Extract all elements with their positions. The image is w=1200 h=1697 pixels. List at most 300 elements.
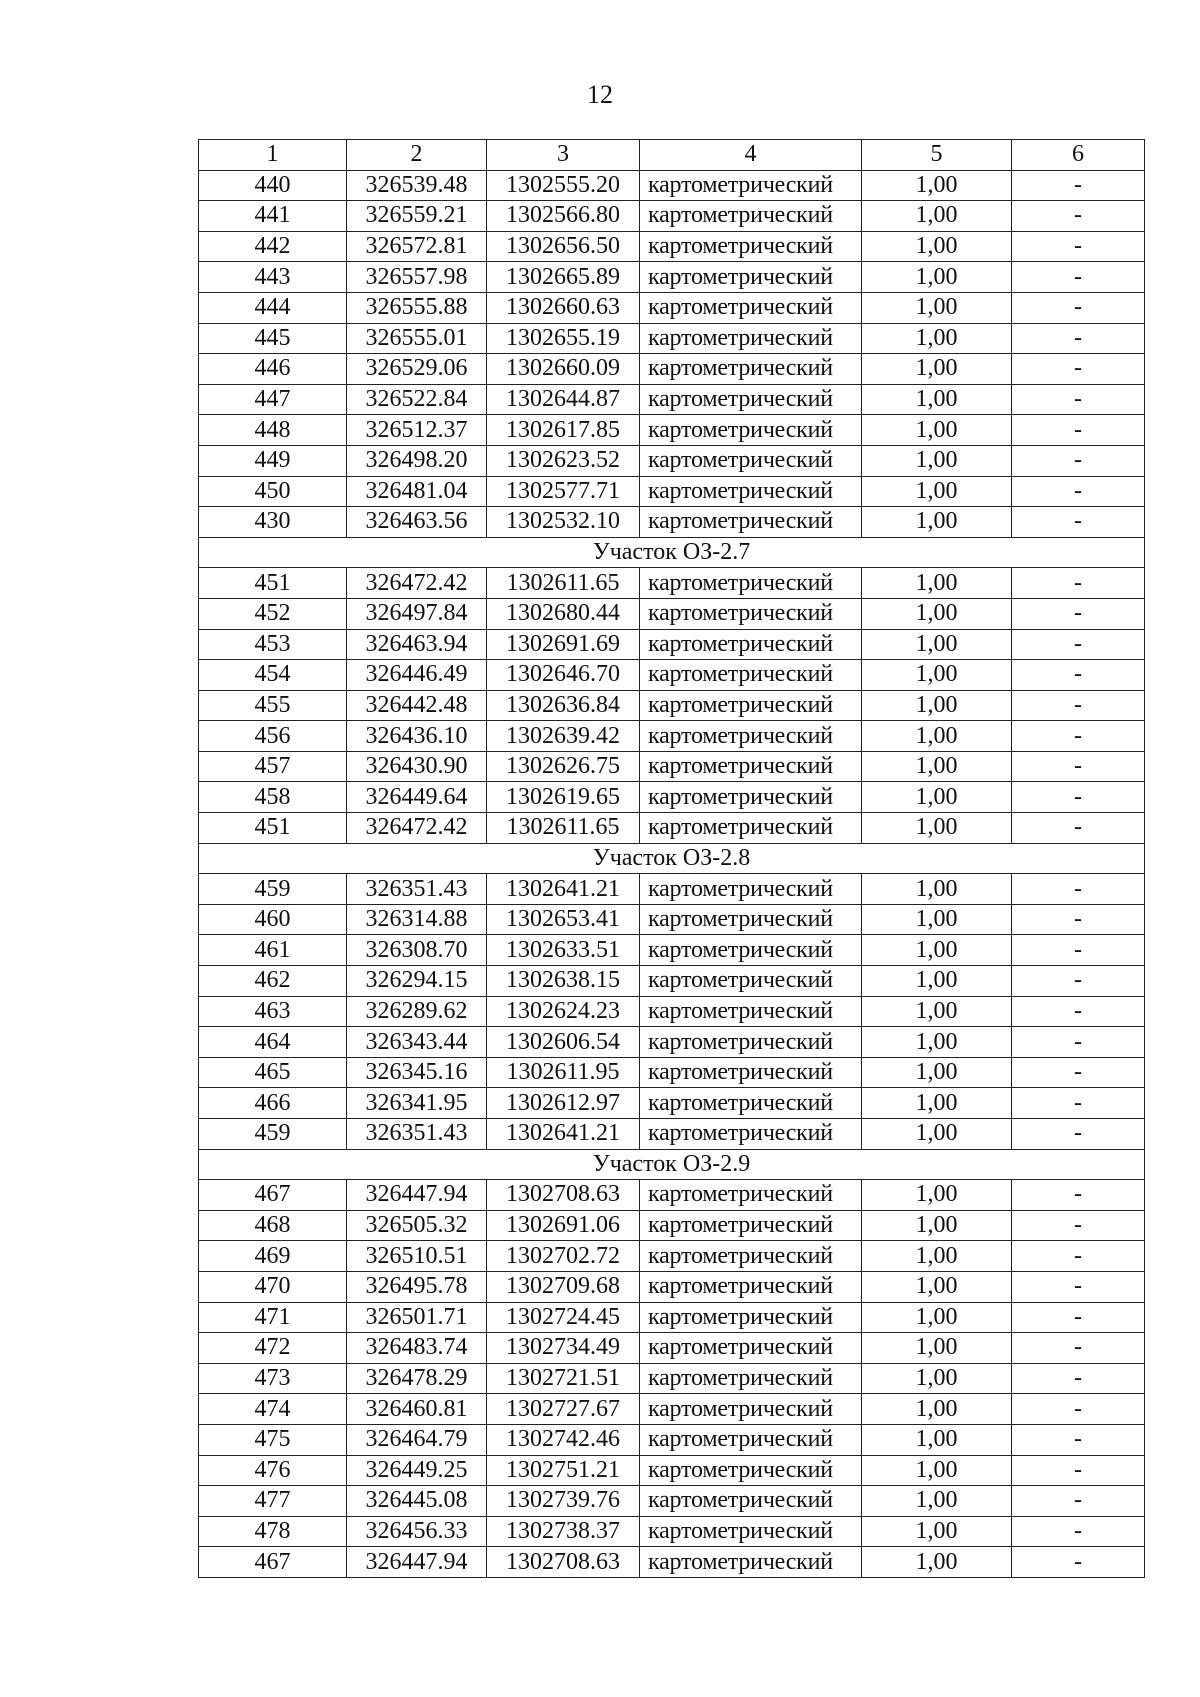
note-cell: -: [1012, 1333, 1145, 1364]
x-coordinate-cell: 326572.81: [347, 231, 487, 262]
coordinates-table: [198, 139, 1145, 1578]
x-coordinate-cell: 326314.88: [347, 904, 487, 935]
note-cell: -: [1012, 1363, 1145, 1394]
section-title: Участок ОЗ-2.8: [199, 843, 1145, 874]
column-header: 3: [487, 140, 640, 171]
method-cell: картометрический: [640, 170, 862, 201]
table-row: [199, 354, 1145, 385]
accuracy-cell: 1,00: [862, 262, 1012, 293]
point-number-cell: 449: [199, 445, 347, 476]
table-row: [199, 415, 1145, 446]
point-number-cell: 454: [199, 660, 347, 691]
method-cell: картометрический: [640, 1424, 862, 1455]
point-number-cell: 445: [199, 323, 347, 354]
y-coordinate-cell: 1302577.71: [487, 476, 640, 507]
y-coordinate-cell: 1302624.23: [487, 996, 640, 1027]
method-cell: картометрический: [640, 262, 862, 293]
y-coordinate-cell: 1302739.76: [487, 1486, 640, 1517]
x-coordinate-cell: 326430.90: [347, 751, 487, 782]
y-coordinate-cell: 1302653.41: [487, 904, 640, 935]
y-coordinate-cell: 1302680.44: [487, 598, 640, 629]
method-cell: картометрический: [640, 231, 862, 262]
accuracy-cell: 1,00: [862, 690, 1012, 721]
note-cell: -: [1012, 1119, 1145, 1150]
table-row: [199, 568, 1145, 599]
note-cell: -: [1012, 1027, 1145, 1058]
table-row: [199, 1180, 1145, 1211]
y-coordinate-cell: 1302639.42: [487, 721, 640, 752]
table-body: [199, 170, 1145, 1577]
y-coordinate-cell: 1302641.21: [487, 1119, 640, 1150]
table-row: [199, 445, 1145, 476]
method-cell: картометрический: [640, 996, 862, 1027]
point-number-cell: 461: [199, 935, 347, 966]
table-row: [199, 598, 1145, 629]
table-row: [199, 1363, 1145, 1394]
y-coordinate-cell: 1302660.63: [487, 292, 640, 323]
accuracy-cell: 1,00: [862, 629, 1012, 660]
point-number-cell: 450: [199, 476, 347, 507]
method-cell: картометрический: [640, 445, 862, 476]
point-number-cell: 448: [199, 415, 347, 446]
x-coordinate-cell: 326505.32: [347, 1210, 487, 1241]
y-coordinate-cell: 1302633.51: [487, 935, 640, 966]
note-cell: -: [1012, 201, 1145, 232]
accuracy-cell: 1,00: [862, 1424, 1012, 1455]
y-coordinate-cell: 1302751.21: [487, 1455, 640, 1486]
method-cell: картометрический: [640, 1516, 862, 1547]
point-number-cell: 473: [199, 1363, 347, 1394]
note-cell: -: [1012, 782, 1145, 813]
table-header: [199, 140, 1145, 171]
note-cell: -: [1012, 629, 1145, 660]
point-number-cell: 462: [199, 966, 347, 997]
point-number-cell: 442: [199, 231, 347, 262]
point-number-cell: 478: [199, 1516, 347, 1547]
table-row: [199, 629, 1145, 660]
point-number-cell: 468: [199, 1210, 347, 1241]
note-cell: -: [1012, 690, 1145, 721]
point-number-cell: 443: [199, 262, 347, 293]
table-row: [199, 507, 1145, 538]
table-row: [199, 1027, 1145, 1058]
x-coordinate-cell: 326294.15: [347, 966, 487, 997]
point-number-cell: 444: [199, 292, 347, 323]
x-coordinate-cell: 326481.04: [347, 476, 487, 507]
accuracy-cell: 1,00: [862, 1119, 1012, 1150]
column-header: 5: [862, 140, 1012, 171]
method-cell: картометрический: [640, 690, 862, 721]
table-row: [199, 721, 1145, 752]
table-row: [199, 1516, 1145, 1547]
note-cell: -: [1012, 1486, 1145, 1517]
x-coordinate-cell: 326442.48: [347, 690, 487, 721]
method-cell: картометрический: [640, 1547, 862, 1578]
x-coordinate-cell: 326472.42: [347, 568, 487, 599]
point-number-cell: 456: [199, 721, 347, 752]
note-cell: -: [1012, 384, 1145, 415]
accuracy-cell: 1,00: [862, 292, 1012, 323]
table-row: [199, 1486, 1145, 1517]
accuracy-cell: 1,00: [862, 476, 1012, 507]
method-cell: картометрический: [640, 1302, 862, 1333]
accuracy-cell: 1,00: [862, 1271, 1012, 1302]
method-cell: картометрический: [640, 201, 862, 232]
table-row: [199, 201, 1145, 232]
table-row: [199, 1119, 1145, 1150]
note-cell: -: [1012, 966, 1145, 997]
y-coordinate-cell: 1302691.06: [487, 1210, 640, 1241]
method-cell: картометрический: [640, 323, 862, 354]
method-cell: картометрический: [640, 507, 862, 538]
note-cell: -: [1012, 935, 1145, 966]
y-coordinate-cell: 1302709.68: [487, 1271, 640, 1302]
x-coordinate-cell: 326449.64: [347, 782, 487, 813]
x-coordinate-cell: 326345.16: [347, 1057, 487, 1088]
section-header-row: [199, 537, 1145, 568]
x-coordinate-cell: 326483.74: [347, 1333, 487, 1364]
method-cell: картометрический: [640, 476, 862, 507]
y-coordinate-cell: 1302738.37: [487, 1516, 640, 1547]
method-cell: картометрический: [640, 1333, 862, 1364]
table-row: [199, 323, 1145, 354]
section-title: Участок ОЗ-2.7: [199, 537, 1145, 568]
point-number-cell: 466: [199, 1088, 347, 1119]
point-number-cell: 447: [199, 384, 347, 415]
note-cell: -: [1012, 1547, 1145, 1578]
method-cell: картометрический: [640, 384, 862, 415]
table-row: [199, 1088, 1145, 1119]
table-row: [199, 231, 1145, 262]
x-coordinate-cell: 326478.29: [347, 1363, 487, 1394]
y-coordinate-cell: 1302708.63: [487, 1547, 640, 1578]
x-coordinate-cell: 326555.01: [347, 323, 487, 354]
table-row: [199, 751, 1145, 782]
x-coordinate-cell: 326463.94: [347, 629, 487, 660]
y-coordinate-cell: 1302566.80: [487, 201, 640, 232]
x-coordinate-cell: 326495.78: [347, 1271, 487, 1302]
table-row: [199, 1302, 1145, 1333]
point-number-cell: 460: [199, 904, 347, 935]
y-coordinate-cell: 1302646.70: [487, 660, 640, 691]
note-cell: -: [1012, 996, 1145, 1027]
accuracy-cell: 1,00: [862, 1302, 1012, 1333]
x-coordinate-cell: 326445.08: [347, 1486, 487, 1517]
y-coordinate-cell: 1302708.63: [487, 1180, 640, 1211]
table-row: [199, 813, 1145, 844]
table-row: [199, 1271, 1145, 1302]
method-cell: картометрический: [640, 1180, 862, 1211]
method-cell: картометрический: [640, 874, 862, 905]
method-cell: картометрический: [640, 1271, 862, 1302]
table-row: [199, 996, 1145, 1027]
note-cell: -: [1012, 292, 1145, 323]
y-coordinate-cell: 1302734.49: [487, 1333, 640, 1364]
x-coordinate-cell: 326289.62: [347, 996, 487, 1027]
header-row: [199, 140, 1145, 171]
x-coordinate-cell: 326559.21: [347, 201, 487, 232]
section-header-row: [199, 843, 1145, 874]
accuracy-cell: 1,00: [862, 1547, 1012, 1578]
point-number-cell: 452: [199, 598, 347, 629]
accuracy-cell: 1,00: [862, 415, 1012, 446]
point-number-cell: 467: [199, 1547, 347, 1578]
y-coordinate-cell: 1302611.65: [487, 568, 640, 599]
accuracy-cell: 1,00: [862, 1057, 1012, 1088]
method-cell: картометрический: [640, 568, 862, 599]
method-cell: картометрический: [640, 1241, 862, 1272]
note-cell: -: [1012, 323, 1145, 354]
method-cell: картометрический: [640, 292, 862, 323]
accuracy-cell: 1,00: [862, 1516, 1012, 1547]
section-header-row: [199, 1149, 1145, 1180]
note-cell: -: [1012, 721, 1145, 752]
table-row: [199, 292, 1145, 323]
table-row: [199, 690, 1145, 721]
method-cell: картометрический: [640, 415, 862, 446]
section-title: Участок ОЗ-2.9: [199, 1149, 1145, 1180]
accuracy-cell: 1,00: [862, 1180, 1012, 1211]
accuracy-cell: 1,00: [862, 1394, 1012, 1425]
note-cell: -: [1012, 874, 1145, 905]
y-coordinate-cell: 1302644.87: [487, 384, 640, 415]
accuracy-cell: 1,00: [862, 813, 1012, 844]
y-coordinate-cell: 1302641.21: [487, 874, 640, 905]
point-number-cell: 474: [199, 1394, 347, 1425]
x-coordinate-cell: 326341.95: [347, 1088, 487, 1119]
note-cell: -: [1012, 904, 1145, 935]
table-row: [199, 384, 1145, 415]
accuracy-cell: 1,00: [862, 354, 1012, 385]
x-coordinate-cell: 326447.94: [347, 1547, 487, 1578]
x-coordinate-cell: 326510.51: [347, 1241, 487, 1272]
table-row: [199, 1210, 1145, 1241]
note-cell: -: [1012, 1302, 1145, 1333]
point-number-cell: 446: [199, 354, 347, 385]
table-row: [199, 1547, 1145, 1578]
point-number-cell: 470: [199, 1271, 347, 1302]
note-cell: -: [1012, 568, 1145, 599]
point-number-cell: 451: [199, 568, 347, 599]
column-header: 4: [640, 140, 862, 171]
method-cell: картометрический: [640, 935, 862, 966]
column-header: 2: [347, 140, 487, 171]
note-cell: -: [1012, 507, 1145, 538]
note-cell: -: [1012, 445, 1145, 476]
accuracy-cell: 1,00: [862, 1210, 1012, 1241]
table-row: [199, 904, 1145, 935]
method-cell: картометрический: [640, 721, 862, 752]
method-cell: картометрический: [640, 1486, 862, 1517]
point-number-cell: 430: [199, 507, 347, 538]
point-number-cell: 477: [199, 1486, 347, 1517]
method-cell: картометрический: [640, 1119, 862, 1150]
y-coordinate-cell: 1302606.54: [487, 1027, 640, 1058]
y-coordinate-cell: 1302555.20: [487, 170, 640, 201]
note-cell: -: [1012, 1210, 1145, 1241]
accuracy-cell: 1,00: [862, 1088, 1012, 1119]
y-coordinate-cell: 1302691.69: [487, 629, 640, 660]
x-coordinate-cell: 326449.25: [347, 1455, 487, 1486]
method-cell: картометрический: [640, 966, 862, 997]
note-cell: -: [1012, 1271, 1145, 1302]
note-cell: -: [1012, 598, 1145, 629]
accuracy-cell: 1,00: [862, 201, 1012, 232]
accuracy-cell: 1,00: [862, 170, 1012, 201]
x-coordinate-cell: 326557.98: [347, 262, 487, 293]
accuracy-cell: 1,00: [862, 935, 1012, 966]
accuracy-cell: 1,00: [862, 1241, 1012, 1272]
x-coordinate-cell: 326447.94: [347, 1180, 487, 1211]
table-row: [199, 660, 1145, 691]
method-cell: картометрический: [640, 629, 862, 660]
y-coordinate-cell: 1302655.19: [487, 323, 640, 354]
method-cell: картометрический: [640, 751, 862, 782]
y-coordinate-cell: 1302742.46: [487, 1424, 640, 1455]
accuracy-cell: 1,00: [862, 1363, 1012, 1394]
note-cell: -: [1012, 1455, 1145, 1486]
column-header: 6: [1012, 140, 1145, 171]
method-cell: картометрический: [640, 1057, 862, 1088]
y-coordinate-cell: 1302619.65: [487, 782, 640, 813]
y-coordinate-cell: 1302656.50: [487, 231, 640, 262]
accuracy-cell: 1,00: [862, 1333, 1012, 1364]
note-cell: -: [1012, 415, 1145, 446]
x-coordinate-cell: 326463.56: [347, 507, 487, 538]
method-cell: картометрический: [640, 1088, 862, 1119]
note-cell: -: [1012, 170, 1145, 201]
table-row: [199, 262, 1145, 293]
method-cell: картометрический: [640, 354, 862, 385]
note-cell: -: [1012, 1241, 1145, 1272]
x-coordinate-cell: 326456.33: [347, 1516, 487, 1547]
accuracy-cell: 1,00: [862, 996, 1012, 1027]
method-cell: картометрический: [640, 904, 862, 935]
x-coordinate-cell: 326464.79: [347, 1424, 487, 1455]
note-cell: -: [1012, 1180, 1145, 1211]
x-coordinate-cell: 326555.88: [347, 292, 487, 323]
method-cell: картометрический: [640, 1394, 862, 1425]
method-cell: картометрический: [640, 660, 862, 691]
note-cell: -: [1012, 476, 1145, 507]
x-coordinate-cell: 326446.49: [347, 660, 487, 691]
accuracy-cell: 1,00: [862, 231, 1012, 262]
x-coordinate-cell: 326351.43: [347, 874, 487, 905]
x-coordinate-cell: 326512.37: [347, 415, 487, 446]
y-coordinate-cell: 1302727.67: [487, 1394, 640, 1425]
y-coordinate-cell: 1302532.10: [487, 507, 640, 538]
y-coordinate-cell: 1302612.97: [487, 1088, 640, 1119]
y-coordinate-cell: 1302724.45: [487, 1302, 640, 1333]
note-cell: -: [1012, 354, 1145, 385]
method-cell: картометрический: [640, 782, 862, 813]
method-cell: картометрический: [640, 598, 862, 629]
point-number-cell: 475: [199, 1424, 347, 1455]
point-number-cell: 451: [199, 813, 347, 844]
point-number-cell: 453: [199, 629, 347, 660]
method-cell: картометрический: [640, 1027, 862, 1058]
y-coordinate-cell: 1302617.85: [487, 415, 640, 446]
point-number-cell: 464: [199, 1027, 347, 1058]
note-cell: -: [1012, 1394, 1145, 1425]
table-row: [199, 1455, 1145, 1486]
point-number-cell: 471: [199, 1302, 347, 1333]
accuracy-cell: 1,00: [862, 384, 1012, 415]
table-row: [199, 966, 1145, 997]
note-cell: -: [1012, 813, 1145, 844]
y-coordinate-cell: 1302611.95: [487, 1057, 640, 1088]
accuracy-cell: 1,00: [862, 874, 1012, 905]
x-coordinate-cell: 326539.48: [347, 170, 487, 201]
accuracy-cell: 1,00: [862, 1455, 1012, 1486]
y-coordinate-cell: 1302660.09: [487, 354, 640, 385]
x-coordinate-cell: 326308.70: [347, 935, 487, 966]
page-number: 12: [587, 80, 613, 109]
accuracy-cell: 1,00: [862, 966, 1012, 997]
point-number-cell: 441: [199, 201, 347, 232]
point-number-cell: 476: [199, 1455, 347, 1486]
y-coordinate-cell: 1302611.65: [487, 813, 640, 844]
x-coordinate-cell: 326529.06: [347, 354, 487, 385]
table-row: [199, 874, 1145, 905]
accuracy-cell: 1,00: [862, 751, 1012, 782]
accuracy-cell: 1,00: [862, 445, 1012, 476]
note-cell: -: [1012, 1424, 1145, 1455]
table-row: [199, 1333, 1145, 1364]
x-coordinate-cell: 326522.84: [347, 384, 487, 415]
x-coordinate-cell: 326460.81: [347, 1394, 487, 1425]
note-cell: -: [1012, 262, 1145, 293]
point-number-cell: 463: [199, 996, 347, 1027]
method-cell: картометрический: [640, 813, 862, 844]
note-cell: -: [1012, 231, 1145, 262]
x-coordinate-cell: 326472.42: [347, 813, 487, 844]
x-coordinate-cell: 326343.44: [347, 1027, 487, 1058]
accuracy-cell: 1,00: [862, 568, 1012, 599]
accuracy-cell: 1,00: [862, 904, 1012, 935]
note-cell: -: [1012, 1516, 1145, 1547]
point-number-cell: 457: [199, 751, 347, 782]
table-row: [199, 1057, 1145, 1088]
note-cell: -: [1012, 660, 1145, 691]
y-coordinate-cell: 1302721.51: [487, 1363, 640, 1394]
y-coordinate-cell: 1302636.84: [487, 690, 640, 721]
accuracy-cell: 1,00: [862, 660, 1012, 691]
accuracy-cell: 1,00: [862, 598, 1012, 629]
accuracy-cell: 1,00: [862, 1486, 1012, 1517]
x-coordinate-cell: 326498.20: [347, 445, 487, 476]
note-cell: -: [1012, 1088, 1145, 1119]
point-number-cell: 459: [199, 1119, 347, 1150]
method-cell: картометрический: [640, 1363, 862, 1394]
table-row: [199, 1424, 1145, 1455]
point-number-cell: 440: [199, 170, 347, 201]
table-row: [199, 1241, 1145, 1272]
accuracy-cell: 1,00: [862, 721, 1012, 752]
y-coordinate-cell: 1302626.75: [487, 751, 640, 782]
point-number-cell: 467: [199, 1180, 347, 1211]
y-coordinate-cell: 1302638.15: [487, 966, 640, 997]
x-coordinate-cell: 326497.84: [347, 598, 487, 629]
x-coordinate-cell: 326501.71: [347, 1302, 487, 1333]
table-row: [199, 476, 1145, 507]
method-cell: картометрический: [640, 1210, 862, 1241]
x-coordinate-cell: 326436.10: [347, 721, 487, 752]
point-number-cell: 455: [199, 690, 347, 721]
point-number-cell: 465: [199, 1057, 347, 1088]
accuracy-cell: 1,00: [862, 507, 1012, 538]
note-cell: -: [1012, 1057, 1145, 1088]
